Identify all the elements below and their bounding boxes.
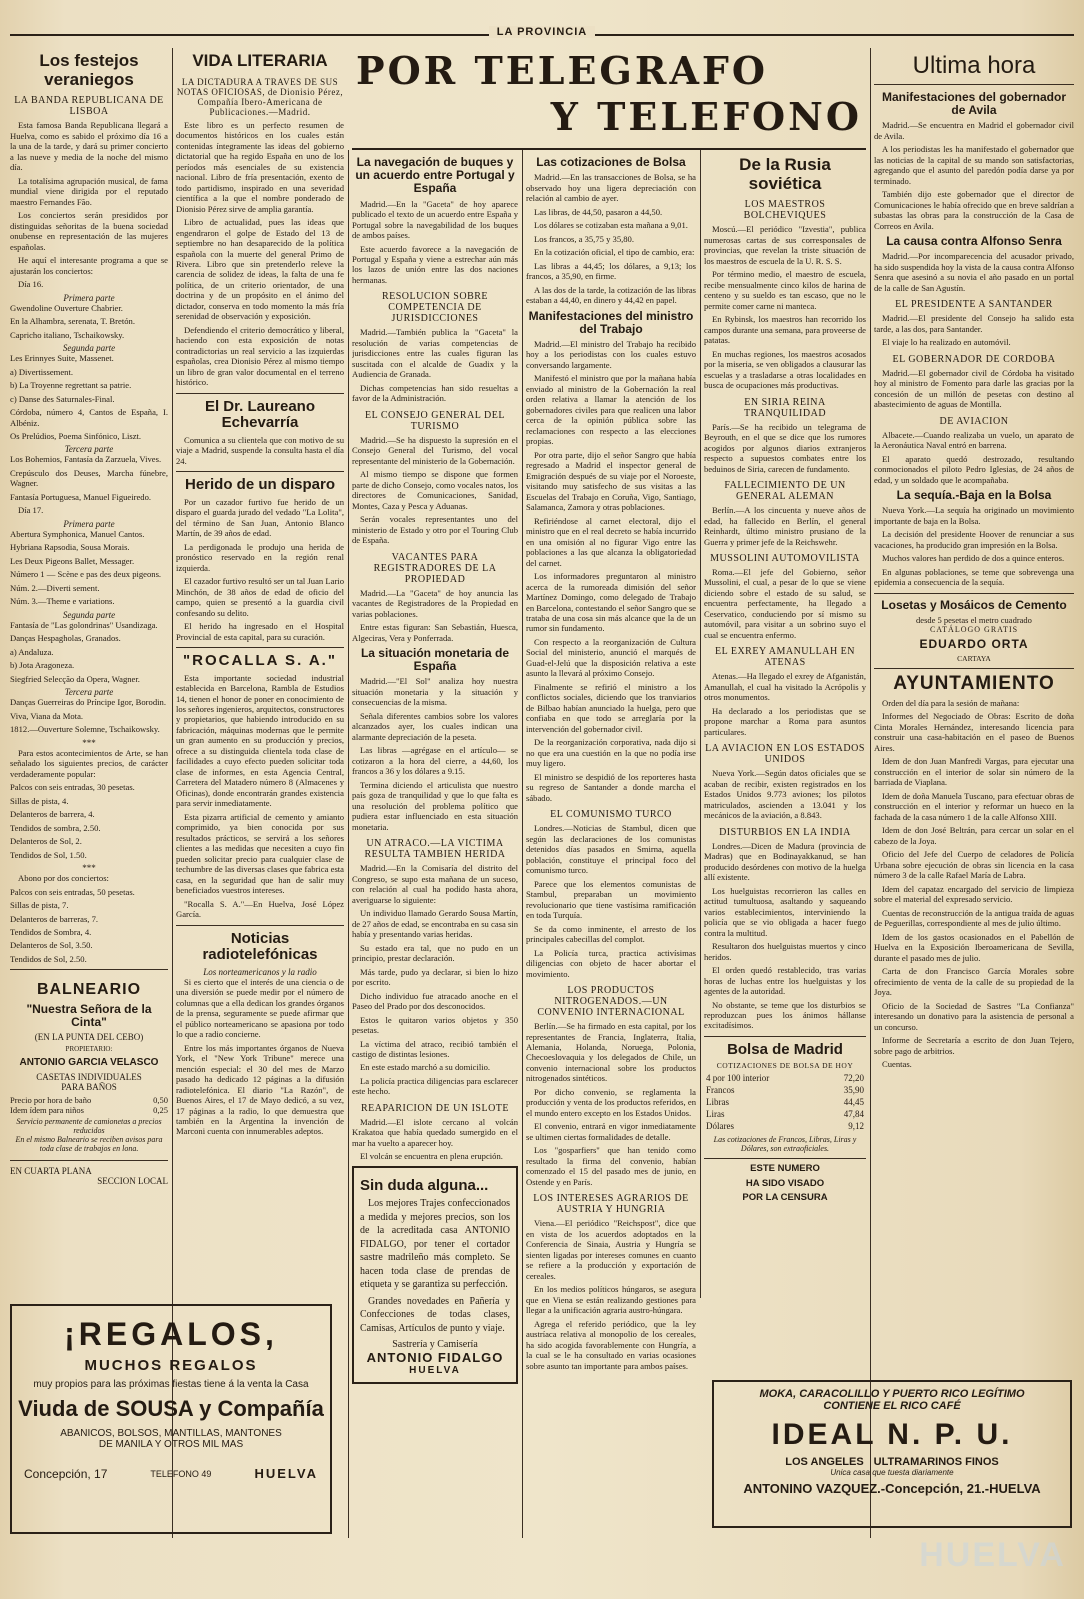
table-row <box>704 1072 866 1084</box>
paragraph: Esta pizarra artificial de cemento y amianto comprimido, ya bien conocida por sus resultados prácticos, se servirá a los señores clientes a las medidas que necesiten a cuyo fin pueden solicitar precio para cualquier clase de techumbre de las diversas clases que fabrica esta casa, en la seguridad que han de salir muy beneficiados vuestros intereses. <box>176 811 344 896</box>
paragraph: El cazador furtivo resultó ser un tal Juan Lario Minchón, de 38 años de edad de oficio del campo, quien se presentó a la guardia civil confesando su delito. <box>176 576 344 618</box>
paragraph: El aparato quedó destrozado, resultando conmocionados el piloto Pedro Iglesias, de 24 años de edad, y un soldado que le acompañaba. <box>874 453 1074 485</box>
paragraph: Nueva York.—La sequía ha originado un movimiento importante de baja en la Bolsa. <box>874 505 1074 526</box>
paragraph: Esta famosa Banda Republicana llegará a Huelva, como es sabido el próximo día 16 a la una de la tarde, y dará su primer concierto a las nueve y media de la noche del mismo día. <box>10 120 168 173</box>
separator-stars: *** <box>82 737 96 748</box>
paragraph: El orden quedó restablecido, tras varias horas de luchas entre los huelguistas y los agentes de la autoridad. <box>704 965 866 997</box>
paragraph: En los medios políticos húngaros, se asegura que en Viena se están realizando gestiones para llegar a la unificación agraria austro-húngara. <box>526 1284 696 1316</box>
paragraph: A los periodistas les ha manifestado el gobernador que las noticias de la capital de su mando son satisfactorias, agregando que el asunto del paredón podía darse ya por terminado. <box>874 144 1074 186</box>
paragraph: Libro de actualidad, pues las ideas que engendraron el golpe de Estado del 13 de septiembre no han desaparecido de la política española con la muerte del general Primo de Rivera. Libro que sin pretenderlo releve la carencia de solidez de ideas, la falta de una fe política, de un criterio orientador, de una doctrina y de un propósito en el ánimo del dictador, conserva en todo momento la más fría serenidad de observación y exposición. <box>176 217 344 322</box>
ideal-ad <box>712 1380 1072 1528</box>
column-rule <box>522 150 523 1538</box>
program-item: Danças Hespagholas, Granados. <box>10 633 121 644</box>
program-item: Número 1 — Scène e pas des deux pigeons. <box>10 569 162 580</box>
subheading: REAPARICION DE UN ISLOTE <box>360 1102 510 1114</box>
paragraph: Si es cierto que el interés de una ciencia o de una diversión se puede medir por el número de columnas que a ella dedican los grandes órganos de la prensa, seguramente se puede afirmar que el público norteamericano se apasiona por todo lo que a radio concierne. <box>176 976 344 1040</box>
section-ref: EN CUARTA PLANA <box>10 1166 92 1177</box>
paragraph: Esta importante sociedad industrial establecida en Barcelona, Rambla de Estudios 14, tienen el honor de poner en conocimiento de los señores ingenieros, arquitectos, constructores y propietarios, que habiendo introducido en su fabricación, máquinas modernas que le permite un gran aumento en su producción y precios, ofrece a su distinguida clientela toda clase de facilidades a cuyo efecto pueden solicitar toda clase de informes, en esta Agencia Central, Carretera del Matadero número 8 (Almacenes y Oficinas), donde encontrarán grandes existencia para servir inmediatamente. <box>176 672 344 809</box>
paragraph: "Rocalla S. A."—En Huelva, José López García. <box>176 898 344 920</box>
headline-line-1: POR TELEGRAFO <box>356 48 769 93</box>
article-title: La navegación de buques y un acuerdo entre Portugal y España <box>355 155 515 196</box>
paragraph: Londres.—Dicen de Madura (provincia de Madras) que en Bodinayakkanud, se han producido desórdenes con motivo de la huelga allí existente. <box>704 840 866 883</box>
column-rule <box>348 150 349 1538</box>
ad-paragraph: Grandes novedades en Pañería y Confecciones de todas clases, Camisas, Artículos de punto y viaje. <box>360 1295 510 1334</box>
program-part: Segunda parte <box>62 343 116 354</box>
program-item: b) La Troyenne regrettant sa patrie. <box>10 380 132 391</box>
ad-line: CARTAYA <box>957 654 991 664</box>
paragraph: Los "gosparfiers" que han tenido como resultado la firma del convenio, habían comenzado el 15 del pasado mes de junio, en Ostende y en París. <box>526 1145 696 1187</box>
table-cell: 44,45 <box>843 1097 864 1108</box>
paragraph: Londres.—Noticias de Stambul, dicen que según las declaraciones de los comunistas detenidos días pasados en Smirna, aquella población, constituye el principal foco del comunismo turco. <box>526 823 696 876</box>
paragraph: Roma.—El jefe del Gobierno, señor Mussolini, el cual, a pesar de lo que se viene diciendo sobre el estado de su salud, se encuentra perfectamente, ha llegado a Ceservatico, conduciendo por sí mismo su automóvil, para visitar a un sobrino suyo el cual se encuentra enfermo. <box>704 567 866 640</box>
paragraph: Ha declarado a los periodistas que se propone marchar a Roma para asuntos particulares. <box>704 705 866 737</box>
paragraph: Las libras a 44,45; los dólares, a 9,13; los francos, a 35,90, en firme. <box>526 260 696 282</box>
table-cell: Libras <box>706 1097 729 1108</box>
ad-line: Unica casa que tuesta diariamente <box>830 1468 954 1477</box>
ad-phone: TELEFONO 49 <box>150 1468 212 1479</box>
ad-address: Concepción, 17 <box>24 1466 108 1481</box>
paragraph: Cuentas de reconstrucción de la antigua traída de aguas de Peguerillas, correspondiente al mes de julio último. <box>874 907 1074 929</box>
article-title: Las cotizaciones de Bolsa <box>536 155 686 169</box>
ad-title: Losetas y Mosáicos de Cemento <box>881 597 1067 612</box>
bolsa-title: Bolsa de Madrid <box>727 1040 843 1058</box>
program-part: Tercera parte <box>64 444 114 455</box>
paragraph: Por término medio, el maestro de escuela, recibe mensualmente cinco kilos de harina de centeno y su sueldo es tan escaso, que no le permite comer carne ni manteca. <box>704 269 866 311</box>
ad-paragraph: Los mejores Trajes confeccionados a medida y mejores precios, son los de la acreditada casa ANTONIO FIDALGO, por tener el cortador sastre madrileño más completo. Se hacen toda clase de prendas de etiqueta y se garantiza su perfección. <box>360 1198 510 1291</box>
paragraph: Los huelguistas recorrieron las calles en actitud tumultuosa, asaltando y saqueando varios establecimientos, interviniendo la policía que se vio obligada a hacer fuego contra la multitud. <box>704 885 866 938</box>
paragraph: Abono por dos conciertos: <box>18 873 109 884</box>
paragraph: Agrega el referido periódico, que la ley austríaca relativa al monopolio de los cereales, ha sido acogida favorablemente con Hungría, a la cual se le ha consultado en varias ocasiones sobre asunto tan importante para ambos países. <box>526 1318 696 1371</box>
paragraph: Por otra parte, dijo el señor Sangro que había regresado a Madrid el inspector general de Emigración después de su viaje por el Noroeste, visitando muy satisfecho de sus visitas a las Escuelas del Trabajo en Coruña, Vigo, Santiago, Salamanca, Zamora y otras poblaciones. <box>526 449 696 513</box>
ad-name: IDEAL N. P. U. <box>771 1418 1013 1451</box>
ad-footer <box>18 1466 324 1481</box>
article-title: La causa contra Alfonso Senra <box>886 234 1062 249</box>
ad-note: Servicio permanente de camionetas a precios reducidos <box>16 1117 162 1136</box>
paragraph: Comunica a su clientela que con motivo de su viaje a Madrid, suspende la consulta hasta el día 24. <box>176 434 344 466</box>
ad-line: DE MANILA Y OTROS MIL MAS <box>98 1439 244 1450</box>
column-rule <box>700 150 701 1298</box>
price-value: 0,50 <box>153 1095 168 1106</box>
program-item: Capricho italiano, Tschaikowsky. <box>10 329 125 340</box>
paragraph: Al mismo tiempo se dispone que formen parte de dicho Consejo, como vocales natos, los directores de Comunicaciones, Sanidad, Montes, Caza y Pesca y Aduanas. <box>352 469 518 511</box>
paragraph: Entre estas figuran: San Sebastián, Huesca, Algeciras, Vera y Ponferrada. <box>352 622 518 643</box>
article-title: VIDA LITERARIA <box>192 51 328 70</box>
subheading: VACANTES PARA REGISTRADORES DE LA PROPIEDAD <box>373 551 497 585</box>
article-title: La sequía.-Baja en la Bolsa <box>896 488 1052 503</box>
paragraph: Para estos acontecimientos de Arte, se han señalado los siguientes precios, de carácter verdaderamente popular: <box>10 747 168 779</box>
article-subtitle: LA BANDA REPUBLICANA DE LISBOA <box>14 95 164 118</box>
table-cell: Francos <box>706 1085 735 1096</box>
paragraph: Entre los más importantes órganos de Nueva York, el "New York Tribune" merece una mención especial: el 30 del mes de Marzo pasado ha dedicado 12 páginas a la difusión radiotelefónica. El diario "La Razón", de Buenos Aires, el 17 de Mayo dedicó, a su vez, 17 páginas a la radio, lo que demuestra que también en la Argentina la invención de Marconi cuenta con innumerables adeptos. <box>176 1042 344 1137</box>
program-item: Siegfried Selecção da Opera, Wagner. <box>10 673 140 684</box>
paragraph: Idem de don Juan Manfredi Vargas, para ejecutar una construcción en el interior de solar sin número de la barriada de Viaplana. <box>874 756 1074 788</box>
article-title: Los festejos veraniegos <box>39 51 139 89</box>
ad-line: muy propios para las próximas fiestas tiene á la venta la Casa <box>33 1379 309 1390</box>
article-title: Noticias radiotelefónicas <box>202 929 318 964</box>
table-cell: 35,90 <box>843 1085 864 1096</box>
paragraph: Finalmente se refirió el ministro a los conflictos sociales, diciendo que los tranviarios de Bilbao habían anunciado la huelga, pero que confiaba en que todo se arreglaría por la intervención del gobernador civil. <box>526 681 696 734</box>
paragraph: He aquí el interesante programa a que se ajustarán los conciertos: <box>10 255 168 276</box>
ad-place: (EN LA PUNTA DEL CEBO) <box>34 1032 144 1043</box>
section-ref: SECCION LOCAL <box>97 1176 168 1187</box>
subheading: EL PRESIDENTE A SANTANDER <box>895 299 1053 311</box>
ad-owner: ANTONIO GARCIA VELASCO <box>19 1057 159 1069</box>
price-value: 0,25 <box>153 1105 168 1116</box>
table-row <box>704 1108 866 1120</box>
column-festejos <box>10 48 168 1295</box>
program-item: Les Deux Pigeons Ballet, Messager. <box>10 555 135 566</box>
paragraph: Los dólares se cotizaban esta mañana a 9,01. <box>534 220 688 231</box>
program-part: Tercera parte <box>64 687 114 698</box>
ad-note: En el mismo Balneario se reciben avisos para toda clase de trabajos en lona. <box>15 1135 163 1154</box>
paragraph: Se da como inminente, el arresto de los principales cabecillas del complot. <box>526 923 696 945</box>
ad-line: CONTIENE EL RICO CAFÉ <box>823 1400 961 1412</box>
paragraph: Carta de don Francisco García Morales sobre ofrecimiento de venta de la calle de su propiedad de la Joya. <box>874 966 1074 998</box>
paragraph: Señala diferentes cambios sobre los valores alcanzados ayer, los cuales indican una alarmante depreciación de la peseta. <box>352 710 518 742</box>
paragraph: En este estado marchó a su domicilio. <box>360 1062 491 1073</box>
paragraph: Madrid.—El gobernador civil de Córdoba ha visitado hoy al ministro de Fomento para darle las gracias por la concesión de un millón de pesetas con destino al abastecimiento de aguas de Montilla. <box>874 367 1074 410</box>
paragraph: Madrid.—En la Comisaría del distrito del Congreso, se supo esta mañana de un suceso, con relación al cual ha podido hasta ahora, averiguarse lo siguiente: <box>352 863 518 905</box>
subheading: LOS INTERESES AGRARIOS DE AUSTRIA Y HUNGRIA <box>533 1193 689 1216</box>
paragraph: Orden del día para la sesión de mañana: <box>882 698 1020 708</box>
ad-line: Sastrería y Camisería <box>392 1339 478 1351</box>
program-item: Fantasía Portuguesa, Manuel Figueiredo. <box>10 491 152 502</box>
program-item: Fantasía de "Las golondrinas" Usandizaga. <box>10 619 158 630</box>
censura-line: HA SIDO VISADO <box>745 1177 825 1189</box>
program-part: Primera parte <box>63 292 115 303</box>
program-item: En la Alhambra, serenata, T. Bretón. <box>10 316 135 327</box>
column-vida-literaria <box>176 48 344 1295</box>
article-subtitle: Los norteamericanos y la radio <box>203 966 317 977</box>
program-item: Núm. 3.—Theme e variations. <box>10 596 115 607</box>
program-item: 1812.—Ouverture Solemne, Tschaikowsky. <box>10 724 160 735</box>
article-title: "ROCALLA S. A." <box>183 652 337 670</box>
table-cell: 4 por 100 interior <box>706 1073 770 1084</box>
price-label: Idem ídem para niños <box>10 1105 84 1116</box>
program-item: Núm. 2.—Diverti sement. <box>10 582 100 593</box>
paragraph: Madrid.—"El Sol" analiza hoy nuestra situación monetaria y la situación y consecuencias de la misma. <box>352 676 518 708</box>
paragraph: Defendiendo el criterio democrático y liberal, haciendo con esta exposición de notas contradictorias un real servicio a las izquierdas españolas, crea Dionisio Pérez al mismo tiempo un libro de gran valor documental en el terreno histórico. <box>176 324 344 388</box>
paragraph: Día 17. <box>18 505 44 516</box>
regalos-ad <box>10 1304 332 1534</box>
paragraph: Día 16. <box>18 279 44 290</box>
paragraph: Idem del capataz encargado del servicio de limpieza sobre el material del expresado servicio. <box>874 883 1074 905</box>
program-item: Hybriana Rapsodia, Sousa Morais. <box>10 542 130 553</box>
paragraph: La policía practica diligencias para esclarecer este hecho. <box>352 1075 518 1097</box>
price-item: Tendidos de Sombra, 4. <box>10 926 92 937</box>
section-title: Ultima hora <box>874 52 1074 85</box>
paragraph: De la reorganización corporativa, nada dijo si no que era una cuestión en la que no podía irse muy ligero. <box>526 737 696 769</box>
subheading: EL COMUNISMO TURCO <box>550 809 672 821</box>
paragraph: El ministro se despidió de los reporteres hasta su regreso de Santander a donde marcha el sábado. <box>526 771 696 803</box>
paragraph: El viaje lo ha realizado en automóvil. <box>882 337 1011 348</box>
ad-line: ANTONIO FIDALGO <box>366 1350 504 1366</box>
paragraph: Los conciertos serán presididos por distinguidas señoritas de la buena sociedad onubense en representación de las mujeres españolas. <box>10 210 168 252</box>
paragraph: Muchos valores han perdido de dos a quince enteros. <box>882 553 1065 564</box>
table-row <box>704 1084 866 1096</box>
program-item: Os Prelúdios, Poema Sinfónico, Liszt. <box>10 431 142 441</box>
paragraph: Oficio del Jefe del Cuerpo de celadores de Policía Urbana sobre ejecución de obras sin licencia en la casa número 3 de la calle Rafael María de Labra. <box>874 849 1074 881</box>
paragraph: Por un cazador furtivo fue herido de un disparo el guarda jurado del vedado "La Lolita", del término de San Juan, Antonio Blanco Martín, de 39 años de edad. <box>176 496 344 539</box>
table-cell: 47,84 <box>843 1109 864 1120</box>
paragraph: Madrid.—El presidente del Consejo ha salido esta tarde, a las dos, para Santander. <box>874 313 1074 334</box>
paragraph: Resultaron dos huelguistas muertos y cinco heridos. <box>704 941 866 962</box>
paragraph: Moscú.—El periódico "Izvestia", publica numerosas cartas de sus corresponsales de provincias, que revelan la triste situación de los maestros de escuela de la U. R. S. S. <box>704 224 866 266</box>
program-item: Les Erinnyes Suite, Massenet. <box>10 353 114 364</box>
ad-store-type: ULTRAMARINOS FINOS <box>873 1456 999 1468</box>
paragraph: Atenas.—Ha llegado el exrey de Afganistán, Amanullah, el cual ha visitado la Acrópolis y otros monumentos. <box>704 671 866 703</box>
paragraph: Madrid.—Se ha dispuesto la supresión en el Consejo General del Turismo, del vocal representante del ministerio de la Gobernación. <box>352 434 518 466</box>
paragraph: La totalísima agrupación musical, de fama mundial viene dirigida por el reputado maestro Fernandes Fão. <box>10 175 168 207</box>
paragraph: Los informadores preguntaron al ministro acerca de la rumoreada dimisión del señor Martínez Domingo, como delegado de Trabajo en Barcelona, contestando el señor Sangro que se trataba de una cosa sin más alcance que la de un rumor sin fundamento. <box>526 571 696 634</box>
article-title: AYUNTAMIENTO <box>893 673 1055 695</box>
article-title: De la Rusia soviética <box>739 155 831 193</box>
paragraph: También dijo este gobernador que el director de Comunicaciones le había ofrecido que en breve saldrían a subastas las obras para la construcción de la Casa de Correos en Avila. <box>874 189 1074 231</box>
subheading: LOS MAESTROS BOLCHEVIQUES <box>743 199 827 222</box>
article-subtitle: LA DICTADURA A TRAVES DE SUS NOTAS OFICIOSAS, de Dionisio Pérez, Compañía Ibero-Americana de Publicaciones.—Madrid. <box>176 76 344 117</box>
program-item: Gwendoline Ouverture Chabrier. <box>10 302 123 313</box>
paragraph: Las libras, de 44,50, pasaron a 44,50. <box>534 206 663 217</box>
masthead <box>10 26 1074 48</box>
program-item: a) Andaluza. <box>10 646 54 657</box>
paragraph: La víctima del atraco, recibió también el castigo de distintas lesiones. <box>352 1038 518 1059</box>
ad-title: ¡REGALOS, <box>64 1316 278 1352</box>
table-row <box>704 1096 866 1108</box>
paragraph: En algunas poblaciones, se teme que sobrevenga una epidemia a consecuencia de la sequía. <box>874 566 1074 588</box>
subheading: EN SIRIA REINA TRANQUILIDAD <box>743 396 827 419</box>
library-watermark: HUELVA <box>919 1536 1066 1574</box>
article-title: Herido de un disparo <box>184 476 335 494</box>
ad-owner-label: PROPIETARIO: <box>65 1045 113 1054</box>
table-cell: 9,12 <box>848 1121 864 1132</box>
price-item: Palcos con seis entradas, 50 pesetas. <box>10 886 135 897</box>
ad-name: "Nuestra Señora de la Cinta" <box>26 1002 152 1030</box>
subheading: UN ATRACO.—LA VICTIMA RESULTA TAMBIEN HERIDA <box>364 838 506 861</box>
paragraph: Cuentas. <box>882 1059 912 1070</box>
article-title: La situación monetaria de España <box>360 646 510 674</box>
ad-casetas: CASETAS INDIVIDUALES <box>36 1072 142 1083</box>
ad-title: Sin duda alguna... <box>360 1176 489 1194</box>
paragraph: El convenio, entrará en vigor inmediatamente se ultimen ciertas formalidades de detalle. <box>526 1121 696 1142</box>
paragraph: Por dicho convenio, se reglamenta la producción y venta de los productos referidos, en el mundo entero excepto en los Estados Unidos. <box>526 1086 696 1118</box>
price-row <box>10 1095 168 1105</box>
paragraph: No obstante, se teme que los disturbios se reproduzcan pues los ánimos hállanse excitadísimos. <box>704 999 866 1031</box>
price-item: Sillas de pista, 7. <box>10 900 69 911</box>
ad-subtitle: MUCHOS REGALOS <box>84 1357 258 1374</box>
paragraph: Madrid.—Se encuentra en Madrid el gobernador civil de Avila. <box>874 120 1074 141</box>
paragraph: Madrid.—También publica la "Gaceta" la resolución de varias competencias de jurisdicciones entre las cuales figuran las suscitada con el alcalde de Guadix y la Audiencia de Granada. <box>352 327 518 380</box>
separator-stars: *** <box>82 863 96 874</box>
subheading: DE AVIACION <box>939 415 1009 427</box>
paragraph: Madrid.—El ministro del Trabajo ha recibido hoy a los periodistas con los cuales estuvo conversando largamente. <box>526 338 696 370</box>
paragraph: El volcán se encuentra en plena erupción. <box>360 1151 503 1162</box>
paragraph: Dichas competencias han sido resueltas a favor de la Administración. <box>352 382 518 404</box>
price-item: Delanteros de barreras, 7. <box>10 913 99 924</box>
paragraph: Madrid.—La "Gaceta" de hoy anuncia las vacantes de Registradores de la Propiedad en varias poblaciones. <box>352 587 518 619</box>
bolsa-header: COTIZACIONES DE BOLSA DE HOY <box>716 1061 854 1071</box>
paragraph: Estos le quitaron varios objetos y 350 pesetas. <box>352 1014 518 1036</box>
paragraph: Este libro es un perfecto resumen de documentos históricos en los cuales están contenidas íntegramente las ideas del gobierno dictatorial que ha regido España en uno de los períodos más esenciales de su existencia nacional. Libro de fría presentación, exento de todo partidismo, inspirado en una severidad científica a la que el nombre ponderado de Dionisio Pérez sirve de amplia garantía. <box>176 119 344 214</box>
paragraph: La Policía turca, practica activísimas diligencias con objeto de hacer abortar el movimiento. <box>526 947 696 979</box>
paragraph: La perdigonada le produjo una herida de pronóstico reservado en la región renal izquierda. <box>176 541 344 573</box>
column-telegrafo-3 <box>704 152 866 1298</box>
balneario-ad <box>10 975 168 1155</box>
subheading: FALLECIMIENTO DE UN GENERAL ALEMAN <box>724 480 846 503</box>
paragraph: Madrid.—En las transacciones de Bolsa, se ha observado hoy una ligera depreciación con relación al cambio de ayer. <box>526 172 696 204</box>
paragraph: Oficio de la Sociedad de Sastres "La Confianza" interesando un donativo para la asistencia de personal a un concurso. <box>874 1000 1074 1032</box>
price-row <box>10 1105 168 1115</box>
ad-name: Viuda de SOUSA y Compañía <box>18 1396 324 1421</box>
paragraph: Idem de don José Beltrán, para cercar un solar en el cabezo de la Joya. <box>874 825 1074 846</box>
program-item: a) Divertissement. <box>10 366 74 377</box>
ad-store: LOS ANGELES <box>785 1456 864 1468</box>
bolsa-note: Las cotizaciones de Francos, Libras, Liras y Dólares, son extraoficiales. <box>713 1135 857 1154</box>
subheading: DISTURBIOS EN LA INDIA <box>719 826 851 838</box>
losetas-ad <box>874 599 1074 663</box>
paragraph: Berlín.—A los cincuenta y nueve años de edad, ha fallecido en Berlín, el general Reinhardt, último ministro prusiano de la Guerra y primer jefe de la Reichswehr. <box>704 505 866 547</box>
price-item: Delanteros de Sol, 3.50. <box>10 940 93 951</box>
bolsa-table <box>704 1072 866 1132</box>
ad-title: BALNEARIO <box>36 981 142 999</box>
paragraph: A las dos de la tarde, la cotización de las libras estaban a 44,40, en dinero y 44,42 en papel. <box>526 284 696 306</box>
fidalgo-ad <box>352 1166 518 1385</box>
ad-line: HUELVA <box>409 1365 461 1377</box>
ad-line: MOKA, CARACOLILLO Y PUERTO RICO LEGÍTIMO <box>759 1388 1025 1400</box>
censura-line: ESTE NUMERO <box>750 1163 820 1175</box>
ad-line: desde 5 pesetas el metro cuadrado <box>916 614 1032 625</box>
paragraph: Madrid.—Por incomparecencia del acusador privado, ha sido suspendida hoy la vista de la causa contra Alfonso Senra que asesinó a su novia el año pasado en un portal de la calle de San Agustín. <box>874 251 1074 293</box>
price-item: Palcos con seis entradas, 30 pesetas. <box>10 782 135 793</box>
article-title: Manifestaciones del ministro del Trabajo <box>528 308 694 336</box>
program-item: Córdoba, número 4, Cantos de España, I. Albéniz. <box>10 407 168 428</box>
paragraph: Su estado era tal, que no pudo en un principio, prestar declaración. <box>352 942 518 964</box>
price-item: Sillas de pista, 4. <box>10 795 69 806</box>
paragraph: Berlín.—Se ha firmado en esta capital, por los representantes de Francia, Inglaterra, Italia, Alemania, Holanda, Noruega, Polonia, Checoeslovaquia y los delegados de Chile, un convenio internacional sobre los productos nitrogenados sintéticos. <box>526 1021 696 1084</box>
ad-line: CATÁLOGO GRATIS <box>929 624 1019 634</box>
ad-line <box>720 1456 1064 1468</box>
program-item: c) Danse des Saturnales-Final. <box>10 393 115 404</box>
price-item: Tendidos de sombra, 2.50. <box>10 822 101 833</box>
headline-banner <box>352 48 866 150</box>
paragraph: Las libras —agrégase en el artículo— se cotizaron a la hora del cierre, a 44,60, los francos a 36 y los dólares a 9.15. <box>352 745 518 777</box>
program-item: Viva, Viana da Mota. <box>10 710 84 721</box>
paragraph: Idem de doña Manuela Tuscano, para efectuar obras de construcción en el interior y reformar un hueco en la fachada de la casa número 1 de la calle Alfonso XIII. <box>874 790 1074 822</box>
censura-line: POR LA CENSURA <box>742 1192 828 1204</box>
column-telegrafo-2 <box>526 152 696 1536</box>
masthead-title: LA PROVINCIA <box>489 26 595 38</box>
paragraph: Parece que los elementos comunistas de Stambul, preparaban un movimiento revolucionario que tiene vastísima ramificación en toda Turquía. <box>526 878 696 921</box>
program-part: Segunda parte <box>62 609 116 620</box>
program-item: Danças Guerreiras do Príncipe Igor, Borodin. <box>10 697 166 708</box>
price-item: Tendidos de Sol, 1.50. <box>10 849 87 860</box>
price-label: Precio por hora de baño <box>10 1095 92 1106</box>
price-item: Tendidos de Sol, 2.50. <box>10 953 87 964</box>
paragraph: París.—Se ha recibido un telegrama de Beyrouth, en el que se dice que los rumores acogidos por algunos diarios extranjeros respecto a supuestos combates entre los beduinos de Siria, carecen de fundamento. <box>704 421 866 474</box>
table-cell: Dólares <box>706 1121 734 1132</box>
paragraph: Refiriéndose al carnet electoral, dijo el ministro que en el real decreto se había incurrido en una omisión al no figurar Vigo entre las poblaciones a las que alcanza la obligatoriedad del carnet. <box>526 515 696 568</box>
paragraph: Los francos, a 35,75 y 35,80. <box>534 233 635 244</box>
ad-line: EDUARDO ORTA <box>919 636 1029 651</box>
paragraph: Nueva York.—Según datos oficiales que se acaban de recibir, existen registrados en los Estados Unidos 9.773 aviones; los pilotos matriculados, ascienden a 13.041 y los mecánicos de la aviación, a 8.843. <box>704 768 866 821</box>
paragraph: Este acuerdo favorece a la navegación de Portugal y España y viene a estrechar aún más los lazos de unión entre las dos naciones hermanas. <box>352 243 518 285</box>
paragraph: En Rybinsk, los maestros han recorrido los campos durante una semana, para proveerse de patatas. <box>704 314 866 346</box>
paragraph: Un individuo llamado Gerardo Sousa Martín, de 27 años de edad, se encontraba en su casa sin había y presentando varias heridas. <box>352 908 518 940</box>
paragraph: Albacete.—Cuando realizaba un vuelo, un aparato de la Aeronáutica Naval entró en barrena. <box>874 429 1074 451</box>
ad-line: ABANICOS, BOLSOS, MANTILLAS, MANTONES <box>60 1428 282 1439</box>
price-item: Delanteros de barrera, 4. <box>10 809 95 820</box>
ad-para: PARA BAÑOS <box>61 1082 117 1093</box>
subheading: EL CONSEJO GENERAL DEL TURISMO <box>365 409 505 432</box>
paragraph: Viena.—El periódico "Reichspost", dice que en vista de los acuerdos adoptados en la Conferencia de Sinaia, Austria y Hungría se sienten ligadas por intereses comunes en cuanto se refiere a la producción y exportación de cereales. <box>526 1218 696 1281</box>
subheading: RESOLUCION SOBRE COMPETENCIA DE JURISDICCIONES <box>381 291 489 325</box>
paragraph: Informe de Secretaría a escrito de don Juan Tejero, sobre pago de arbitrios. <box>874 1035 1074 1056</box>
headline-line-2: Y TELEFONO <box>550 94 862 139</box>
price-item: Delanteros de Sol, 2. <box>10 836 82 847</box>
paragraph: En la cotización oficial, el tipo de cambio, era: <box>534 247 695 258</box>
table-cell: Liras <box>706 1109 725 1120</box>
program-item: Crepúsculo dos Deuses, Marcha fúnebre, Wagner. <box>10 467 168 489</box>
paragraph: Más tarde, pudo ya declarar, si bien lo hizo por escrito. <box>352 966 518 988</box>
paragraph: Informes del Negociado de Obras: Escrito de doña Cinta Morales Hernández, interesando licencia para construir una casa-habitación en el paseo de Buenos Aires. <box>874 711 1074 753</box>
subheading: EL EXREY AMANULLAH EN ATENAS <box>714 646 856 669</box>
program-item: b) Jota Aragoneza. <box>10 660 75 671</box>
paragraph: Idem de los gastos ocasionados en el Pabellón de Huelva en la Exposición Iberoamericana de Sevilla, durante el pasado mes de julio. <box>874 931 1074 963</box>
program-part: Primera parte <box>63 518 115 529</box>
paragraph: En muchas regiones, los maestros acosados por la miseria, se ven obligados a clausurar las escuelas y a trasladarse a otras localidades en busca de ocupaciones más productivas. <box>704 348 866 391</box>
subheading: LOS PRODUCTOS NITROGENADOS.—UN CONVENIO INTERNACIONAL <box>537 985 685 1019</box>
subheading: MUSSOLINI AUTOMOVILISTA <box>710 553 860 564</box>
paragraph: Serán vocales representantes uno del ministerio de Estado y otro por el Touring Club de España. <box>352 514 518 546</box>
paragraph: Madrid.—El islote cercano al volcán Krakatoa que había quedado sumergido en el mar ha vuelto a aparecer hoy. <box>352 1116 518 1148</box>
paragraph: Manifestó el ministro que por la mañana había enviado al ministro de la Gobernación la real orden relativa a llamar la atención de los gobernadores civiles para que realicen una labor cerca de la opinión pública sobre las reclamaciones con respecto a las elecciones propias. <box>526 373 696 447</box>
subheading: EL GOBERNADOR DE CORDOBA <box>892 353 1056 365</box>
column-ultima-hora <box>874 48 1074 1298</box>
paragraph: Con respecto a la reorganización de Cultura Social del ministerio, anunció el marqués de Guad-el-Jelú que la disposición relativa a este asunto la llevará al próximo Consejo. <box>526 636 696 679</box>
article-title: Manifestaciones del gobernador de Avila <box>881 90 1067 118</box>
paragraph: Termina diciendo el articulista que nuestro país goza de tranquilidad y que lo que falta es una resolución del problema político que pudiera estar influenciado en esta situación monetaria. <box>352 779 518 832</box>
paragraph: La decisión del presidente Hoover de renunciar a sus vacaciones, ha producido gran impresión en la Bolsa. <box>874 529 1074 550</box>
column-rule <box>870 48 871 1538</box>
subheading: LA AVIACION EN LOS ESTADOS UNIDOS <box>705 743 865 766</box>
table-row <box>704 1120 866 1132</box>
paragraph: Dicho individuo fue atracado anoche en el Paseo del Prado por dos desconocidos. <box>352 990 518 1012</box>
paragraph: El herido ha ingresado en el Hospital Provincial de esta capital, para su curación. <box>176 621 344 642</box>
ad-city: HUELVA <box>254 1466 318 1481</box>
column-telegrafo-1 <box>352 152 518 1536</box>
paragraph: Madrid.—En la "Gaceta" de hoy aparece publicado el texto de un acuerdo entre España y Portugal sobre la navegabilidad de los buques de ambos países. <box>352 198 518 241</box>
program-item: Abertura Symphonica, Manuel Cantos. <box>10 528 145 539</box>
ad-address: ANTONINO VAZQUEZ.-Concepción, 21.-HUELVA <box>743 1481 1041 1496</box>
article-title: El Dr. Laureano Echevarría <box>204 397 316 432</box>
table-cell: 72,20 <box>843 1073 864 1084</box>
program-item: Los Bohemios, Fantasía da Zarzuela, Vives. <box>10 454 162 465</box>
